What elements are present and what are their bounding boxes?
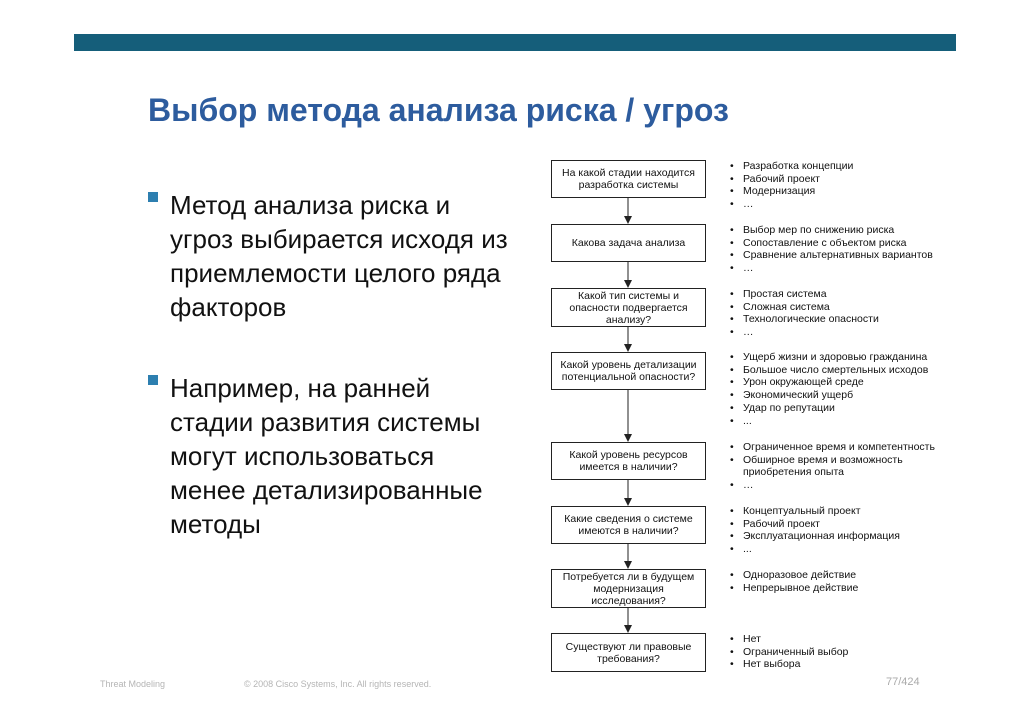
list-item: • Большое число смертельных исходов: [730, 364, 928, 377]
page-number: 77/424: [886, 676, 920, 688]
list-item: • Нет: [730, 633, 848, 646]
top-banner-bar: [74, 34, 956, 51]
flow-question-5: Какой уровень ресурсов имеется в наличии?: [551, 442, 706, 480]
flow-question-6: Какие сведения о системе имеются в наличии?: [551, 506, 706, 544]
list-item: • ...: [730, 543, 900, 556]
list-item: • Технологические опасности: [730, 313, 879, 326]
bullet-text: Метод анализа риска и угроз выбирается исходя из приемлемости целого ряда факторов: [170, 190, 508, 322]
list-item: • …: [730, 479, 943, 492]
options-list-4: [730, 351, 928, 427]
options-list-8: [730, 633, 848, 671]
options-list-6: [730, 505, 900, 556]
flow-question-4: Какой уровень детализации потенциальной опасности?: [551, 352, 706, 390]
list-item: • Сопоставление с объектом риска: [730, 237, 933, 250]
list-item: • Эксплуатационная информация: [730, 530, 900, 543]
list-item: • Обширное время и возможность приобретения опыта: [730, 454, 943, 479]
list-item: • Модернизация: [730, 185, 853, 198]
options-list-5: [730, 441, 943, 492]
footer-course-title: Threat Modeling: [100, 679, 166, 689]
bullet-point-2: [148, 371, 508, 541]
list-item: • ...: [730, 415, 928, 428]
list-item: • Непрерывное действие: [730, 582, 858, 595]
list-item: • Ущерб жизни и здоровью гражданина: [730, 351, 928, 364]
list-item: • Ограниченное время и компетентность: [730, 441, 943, 454]
flow-question-8: Существуют ли правовые требования?: [551, 633, 706, 672]
options-list-7: [730, 569, 858, 594]
slide-title: Выбор метода анализа риска / угроз: [148, 92, 729, 128]
bullet-text: Например, на ранней стадии развития системы могут использоваться менее детализированные методы: [170, 373, 483, 539]
options-list-3: [730, 288, 879, 339]
list-item: • Ограниченный выбор: [730, 646, 848, 659]
list-item: • Экономический ущерб: [730, 389, 928, 402]
options-list-1: [730, 160, 853, 211]
footer-copyright: © 2008 Cisco Systems, Inc. All rights reserved.: [244, 679, 432, 689]
flow-question-1: На какой стадии находится разработка системы: [551, 160, 706, 198]
list-item: • Удар по репутации: [730, 402, 928, 415]
list-item: • Простая система: [730, 288, 879, 301]
list-item: • Концептуальный проект: [730, 505, 900, 518]
flow-question-7: Потребуется ли в будущем модернизация исследования?: [551, 569, 706, 608]
list-item: • …: [730, 326, 879, 339]
square-bullet-icon: [148, 375, 158, 385]
list-item: • Сравнение альтернативных вариантов: [730, 249, 933, 262]
flow-question-2: Какова задача анализа: [551, 224, 706, 262]
list-item: • Одноразовое действие: [730, 569, 858, 582]
list-item: • Разработка концепции: [730, 160, 853, 173]
list-item: • …: [730, 262, 933, 275]
list-item: • Сложная система: [730, 301, 879, 314]
list-item: • …: [730, 198, 853, 211]
list-item: • Урон окружающей среде: [730, 376, 928, 389]
list-item: • Рабочий проект: [730, 518, 900, 531]
list-item: • Рабочий проект: [730, 173, 853, 186]
square-bullet-icon: [148, 192, 158, 202]
flow-question-3: Какой тип системы и опасности подвергается анализу?: [551, 288, 706, 327]
bullet-point-1: [148, 188, 508, 324]
list-item: • Нет выбора: [730, 658, 848, 671]
options-list-2: [730, 224, 933, 275]
list-item: • Выбор мер по снижению риска: [730, 224, 933, 237]
